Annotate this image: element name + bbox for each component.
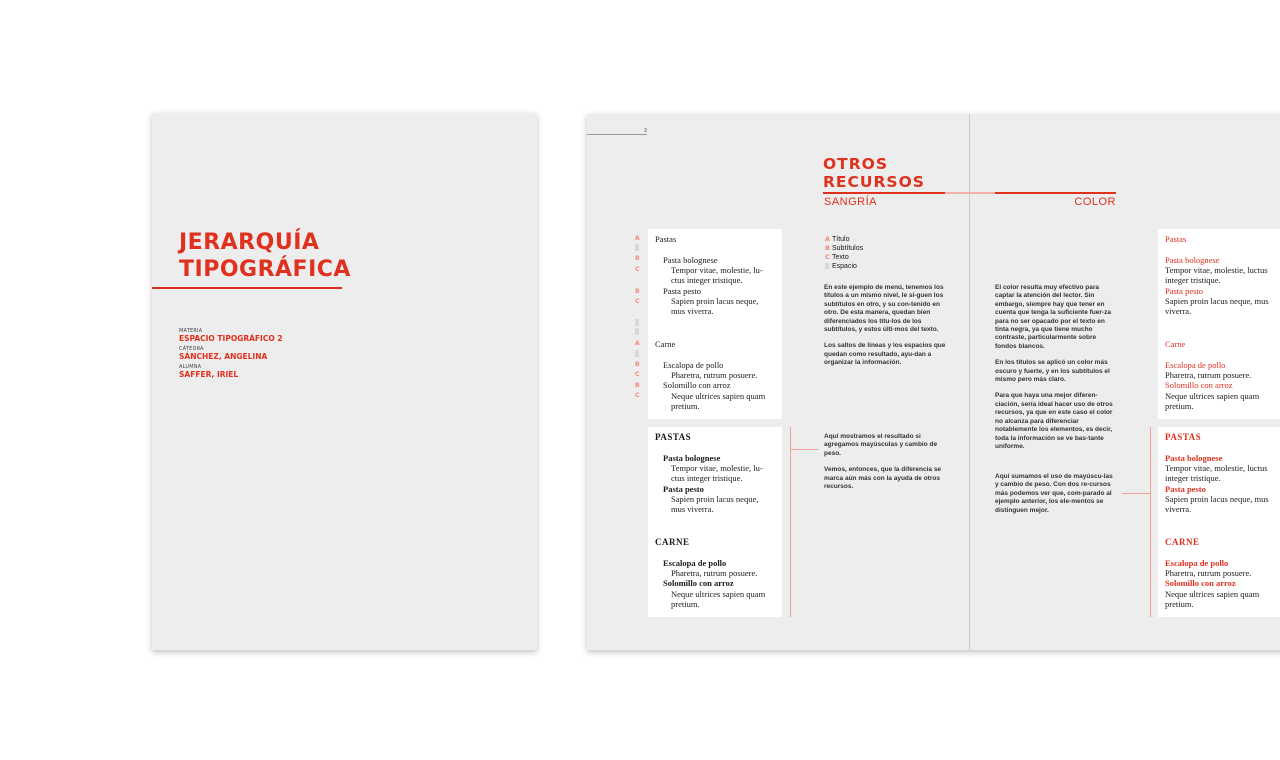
menu-item-pesto: Pasta pesto xyxy=(1165,484,1206,494)
legend-text: Espacio xyxy=(832,263,857,270)
marker-c: C xyxy=(635,298,640,305)
menu-item-pesto: Pasta pesto xyxy=(663,286,702,296)
cover-title-rule xyxy=(152,287,342,289)
color-text-2 xyxy=(995,473,1117,523)
spread-fold xyxy=(969,114,970,650)
marker-space xyxy=(635,244,639,251)
menu-text: Neque ultrices sapien quam xyxy=(671,391,766,401)
menu-heading-carne: Carne xyxy=(655,339,676,349)
menu-text: viverra. xyxy=(1165,504,1192,514)
spread-page xyxy=(587,114,1280,650)
title-rule-left xyxy=(823,192,945,194)
paragraph: Aquí mostramos el resultado si agregamos mayúsculas y cambio de peso. xyxy=(824,433,938,457)
legend-text: Texto xyxy=(832,254,849,261)
marker-space xyxy=(635,350,639,357)
menu-text: pretium. xyxy=(1165,401,1194,411)
marker-a: A xyxy=(635,235,640,242)
menu-heading-carne: CARNE xyxy=(655,537,690,547)
menu-text: Pharetra, rutrum posuere. xyxy=(1165,568,1252,578)
marker-a: A xyxy=(635,340,640,347)
menu-item-pesto: Pasta pesto xyxy=(1165,286,1204,296)
subtitle-color: COLOR xyxy=(1074,196,1116,208)
menu-card-sangria xyxy=(648,229,782,419)
menu-heading-pastas: Pastas xyxy=(1165,234,1187,244)
menu-text: Tempor vitae, molestie, luctus xyxy=(1165,265,1268,275)
menu-text: Neque ultrices sapien quam xyxy=(1165,391,1260,401)
spread-title-line1: OTROS xyxy=(823,155,889,173)
marker-c: C xyxy=(635,266,640,273)
menu-item-solomillo: Solomillo con arroz xyxy=(1165,380,1233,390)
menu-text: integer tristique. xyxy=(1165,473,1221,483)
legend-key: B xyxy=(825,244,830,252)
color-text-1 xyxy=(995,284,1117,459)
meta-label-materia: MATERIA xyxy=(179,328,203,334)
connector-horizontal xyxy=(790,449,818,450)
menu-heading-pastas: Pastas xyxy=(655,234,677,244)
paragraph: Vemos, entonces, que la diferencia se marca aún más con la ayuda de otros recursos. xyxy=(824,466,942,491)
legend-key: C xyxy=(825,253,830,261)
marker-space xyxy=(635,319,639,326)
legend-text: Subtítulos xyxy=(832,245,864,252)
paragraph: Los saltos de líneas y los espacios que quedan como resultado, ayu-dan a organizar la información. xyxy=(824,342,946,367)
menu-card-color xyxy=(1158,229,1280,419)
menu-item-pesto: Pasta pesto xyxy=(663,484,704,494)
menu-text: Sapien proin lacus neque, mus xyxy=(1165,296,1269,306)
menu-item-bolognese: Pasta bolognese xyxy=(663,453,721,463)
spread-title xyxy=(823,155,925,191)
subtitle-sangria: SANGRÍA xyxy=(824,196,878,208)
paragraph: Aquí sumamos el uso de mayúscu-las y cambio de peso. Con dos re-cursos más podemos ver que, com-parado al ejemplo anterior, los ele-mentos se distinguen mejor. xyxy=(995,473,1113,514)
sangria-text-1 xyxy=(824,284,949,376)
menu-text: Tempor vitae, molestie, luctus xyxy=(1165,463,1268,473)
marker-b: B xyxy=(635,288,640,295)
menu-item-bolognese: Pasta bolognese xyxy=(1165,453,1223,463)
marker-b: B xyxy=(635,382,640,389)
menu-text: pretium. xyxy=(671,599,700,609)
cover-title-line2: TIPOGRÁFICA xyxy=(179,257,351,282)
menu-text: Sapien proin lacus neque, xyxy=(671,296,759,306)
legend-item xyxy=(825,235,863,244)
menu-card-sangria-bold xyxy=(648,427,782,617)
menu-item-escalopa: Escalopa de pollo xyxy=(663,360,724,370)
menu-text: viverra. xyxy=(1165,306,1192,316)
menu-text: Pharetra, rutrum posuere. xyxy=(671,370,758,380)
meta-value-catedra: SÁNCHEZ, ANGELINA xyxy=(179,352,268,361)
menu-heading-pastas: PASTAS xyxy=(655,432,692,442)
marker-c: C xyxy=(635,371,640,378)
menu-item-bolognese: Pasta bolognese xyxy=(663,255,718,265)
menu-item-bolognese: Pasta bolognese xyxy=(1165,255,1220,265)
legend-text: Título xyxy=(832,236,850,243)
meta-value-alumna: SAFFER, IRIEL xyxy=(179,370,239,379)
menu-text: Tempor vitae, molestie, lu- xyxy=(671,463,763,473)
menu-text: Pharetra, rutrum posuere. xyxy=(1165,370,1252,380)
menu-item-solomillo: Solomillo con arroz xyxy=(663,578,734,588)
marker-c: C xyxy=(635,392,640,399)
legend-space-swatch xyxy=(825,263,829,269)
menu-text: mus viverra. xyxy=(671,504,714,514)
marker-b: B xyxy=(635,361,640,368)
hierarchy-legend xyxy=(825,235,863,271)
paragraph: En los títulos se aplicó un color más oscuro y fuerte, y en los subtítulos el mismo pero más claro. xyxy=(995,359,1110,384)
connector-vertical xyxy=(1150,427,1151,617)
page-number: 3 xyxy=(644,128,647,134)
legend-item xyxy=(825,244,863,253)
menu-item-escalopa: Escalopa de pollo xyxy=(1165,360,1226,370)
title-rule-right xyxy=(995,192,1116,194)
marker-b: B xyxy=(635,255,640,262)
marker-space xyxy=(635,328,639,335)
sangria-text-2 xyxy=(824,433,949,499)
legend-item xyxy=(825,262,863,271)
menu-item-solomillo: Solomillo con arroz xyxy=(663,380,731,390)
menu-text: Tempor vitae, molestie, lu- xyxy=(671,265,763,275)
meta-label-alumna: ALUMNA xyxy=(179,364,202,370)
cover-title-line1: JERARQUÍA xyxy=(179,230,320,255)
meta-label-catedra: CÁTEDRA xyxy=(179,346,204,352)
menu-card-color-bold xyxy=(1158,427,1280,617)
menu-text: Neque ultrices sapien quam xyxy=(671,589,766,599)
cover-meta xyxy=(179,328,283,382)
menu-text: Neque ultrices sapien quam xyxy=(1165,589,1260,599)
menu-text: mus viverra. xyxy=(671,306,714,316)
menu-heading-carne: CARNE xyxy=(1165,537,1200,547)
menu-heading-pastas: PASTAS xyxy=(1165,432,1202,442)
menu-item-escalopa: Escalopa de pollo xyxy=(1165,558,1229,568)
menu-text: ctus integer tristique. xyxy=(671,473,743,483)
paragraph: Para que haya una mejor diferen-ciación, sería ideal hacer uso de otros recursos, ya que en este caso el color no alcanza para diferenciar notablemente los elementos, es decir, toda la información se ve bas-tante uniforme. xyxy=(995,392,1113,450)
menu-text: integer tristique. xyxy=(1165,275,1221,285)
paragraph: En este ejemplo de menú, tenemos los títulos a un mismo nivel, le si-guen los subtítulos en otro, y su con-tenido en otro. De esta manera, quedan bien diferenciados los títu-los de los subtítulos, y estos últi-mos del texto. xyxy=(824,284,944,334)
menu-text: pretium. xyxy=(671,401,700,411)
menu-item-escalopa: Escalopa de pollo xyxy=(663,558,727,568)
paragraph: El color resulta muy efectivo para captar la atención del lector. Sin embargo, siempre hay que tener en cuenta que tenga la suficiente fuer-za para no ser opacado por el texto en tinta negra, ya que tiene mucho contraste, particularmente sobre fondos blancos. xyxy=(995,284,1111,350)
cover-page xyxy=(152,113,537,650)
menu-text: Sapien proin lacus neque, xyxy=(671,494,759,504)
menu-text: Pharetra, rutrum posuere. xyxy=(671,568,758,578)
connector-horizontal xyxy=(1122,493,1150,494)
menu-text: Sapien proin lacus neque, mus xyxy=(1165,494,1269,504)
meta-value-materia: ESPACIO TIPOGRÁFICO 2 xyxy=(179,334,283,343)
menu-text: pretium. xyxy=(1165,599,1194,609)
spread-title-line2: RECURSOS xyxy=(823,173,925,191)
menu-text: ctus integer tristique. xyxy=(671,275,743,285)
page-number-rule xyxy=(587,134,647,135)
title-rule-gap xyxy=(945,192,995,194)
legend-item xyxy=(825,253,863,262)
legend-key: A xyxy=(825,235,831,243)
connector-vertical xyxy=(790,427,791,617)
cover-title xyxy=(179,229,351,283)
menu-item-solomillo: Solomillo con arroz xyxy=(1165,578,1236,588)
menu-heading-carne: Carne xyxy=(1165,339,1186,349)
